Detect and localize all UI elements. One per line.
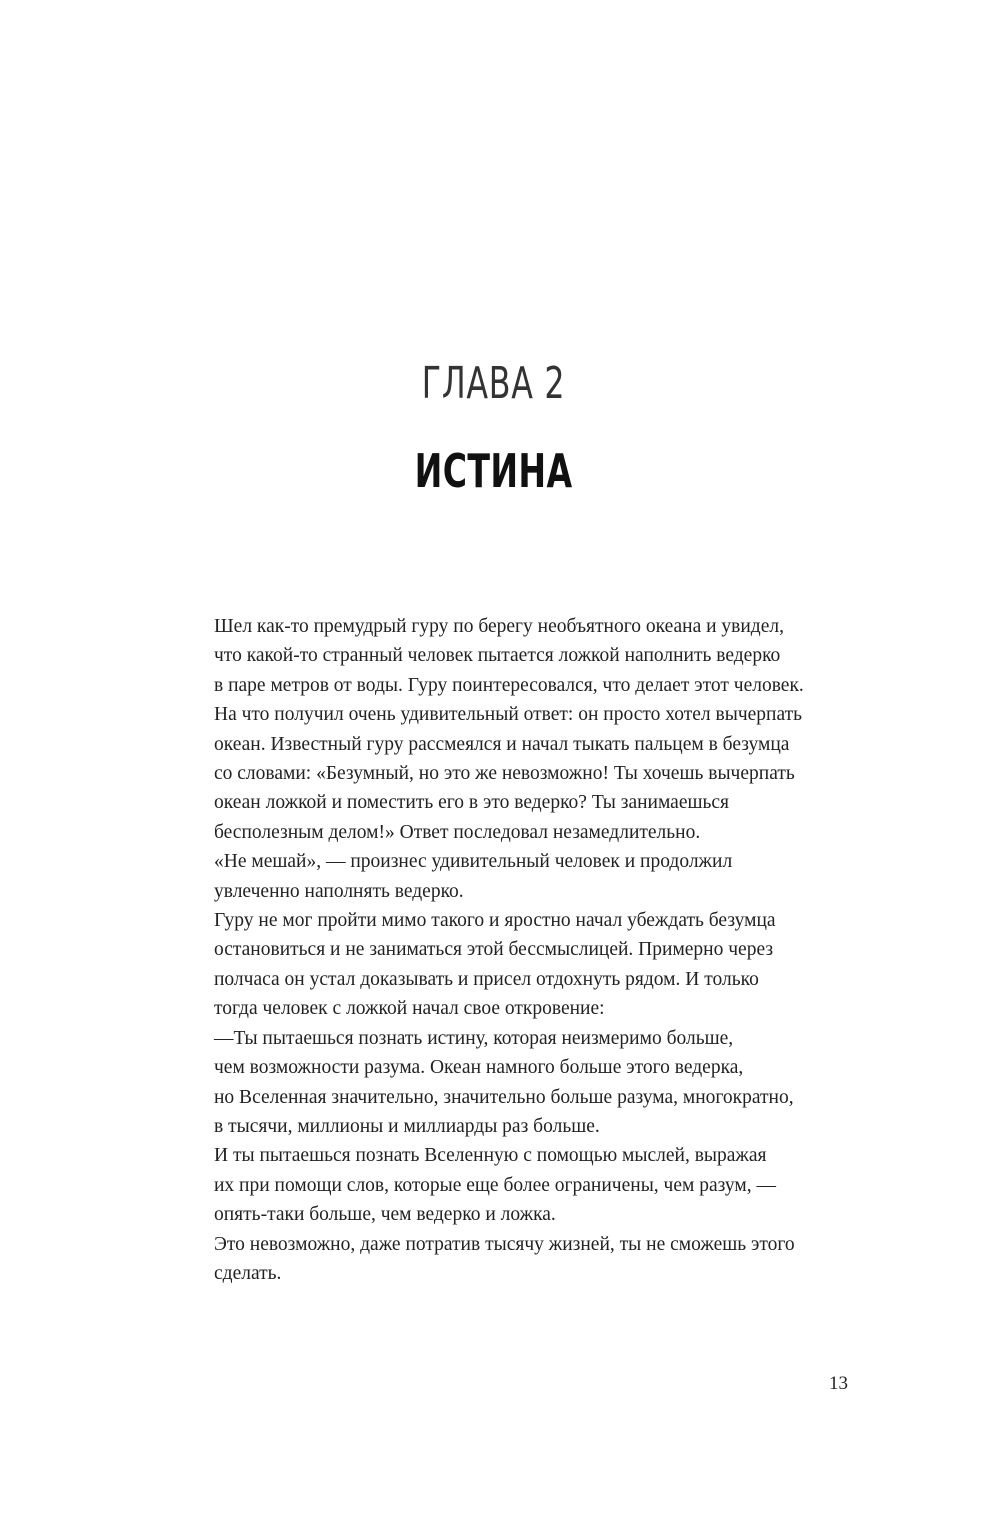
body-line: в паре метров от воды. Гуру поинтересовался, что делает этот человек. — [214, 674, 804, 696]
body-line: чем возможности разума. Океан намного больше этого ведерка, — [214, 1057, 744, 1079]
body-line: увлеченно наполнять ведерко. — [214, 880, 464, 902]
body-line: Это невозможно, даже потратив тысячу жизней, ты не сможешь этого — [214, 1233, 795, 1255]
body-line: что какой-то странный человек пытается ложкой наполнить ведерко — [214, 645, 781, 667]
body-line: в тысячи, миллионы и миллиарды раз больше. — [214, 1115, 600, 1137]
body-line: со словами: «Безумный, но это же невозможно! Ты хочешь вычерпать — [214, 763, 795, 785]
chapter-label: ГЛАВА 2 — [421, 358, 566, 409]
body-line: На что получил очень удивительный ответ: он просто хотел вычерпать — [214, 704, 803, 726]
body-line: океан. Известный гуру рассмеялся и начал тыкать пальцем в безумца — [214, 733, 790, 755]
body-line: остановиться и не заниматься этой бессмыслицей. Примерно через — [214, 939, 774, 961]
body-line: Гуру не мог пройти мимо такого и яростно начал убеждать безумца — [214, 910, 776, 932]
body-line: сделать. — [214, 1262, 282, 1284]
body-line: океан ложкой и поместить его в это ведерко? Ты занимаешься — [214, 792, 730, 814]
chapter-title: ИСТИНА — [414, 444, 573, 498]
body-line: тогда человек с ложкой начал свое откровение: — [214, 998, 605, 1020]
body-line: «Не мешай», — произнес удивительный человек и продолжил — [214, 851, 733, 873]
page-number: 13 — [829, 1373, 848, 1394]
body-line: опять-таки больше, чем ведерко и ложка. — [214, 1204, 556, 1226]
body-line: И ты пытаешься познать Вселенную с помощью мыслей, выражая — [214, 1145, 767, 1167]
body-line: их при помощи слов, которые еще более ограничены, чем разум, — — [214, 1174, 777, 1196]
body-line: но Вселенная значительно, значительно больше разума, многократно, — [214, 1086, 794, 1108]
body-line: Шел как-то премудрый гуру по берегу необъятного океана и увидел, — [214, 616, 784, 637]
body-line: бесполезным делом!» Ответ последовал незамедлительно. — [214, 821, 701, 843]
body-line: —Ты пытаешься познать истину, которая неизмеримо больше, — [214, 1027, 734, 1049]
body-line: полчаса он устал доказывать и присел отдохнуть рядом. И только — [214, 968, 759, 990]
chapter-body — [214, 612, 874, 1288]
